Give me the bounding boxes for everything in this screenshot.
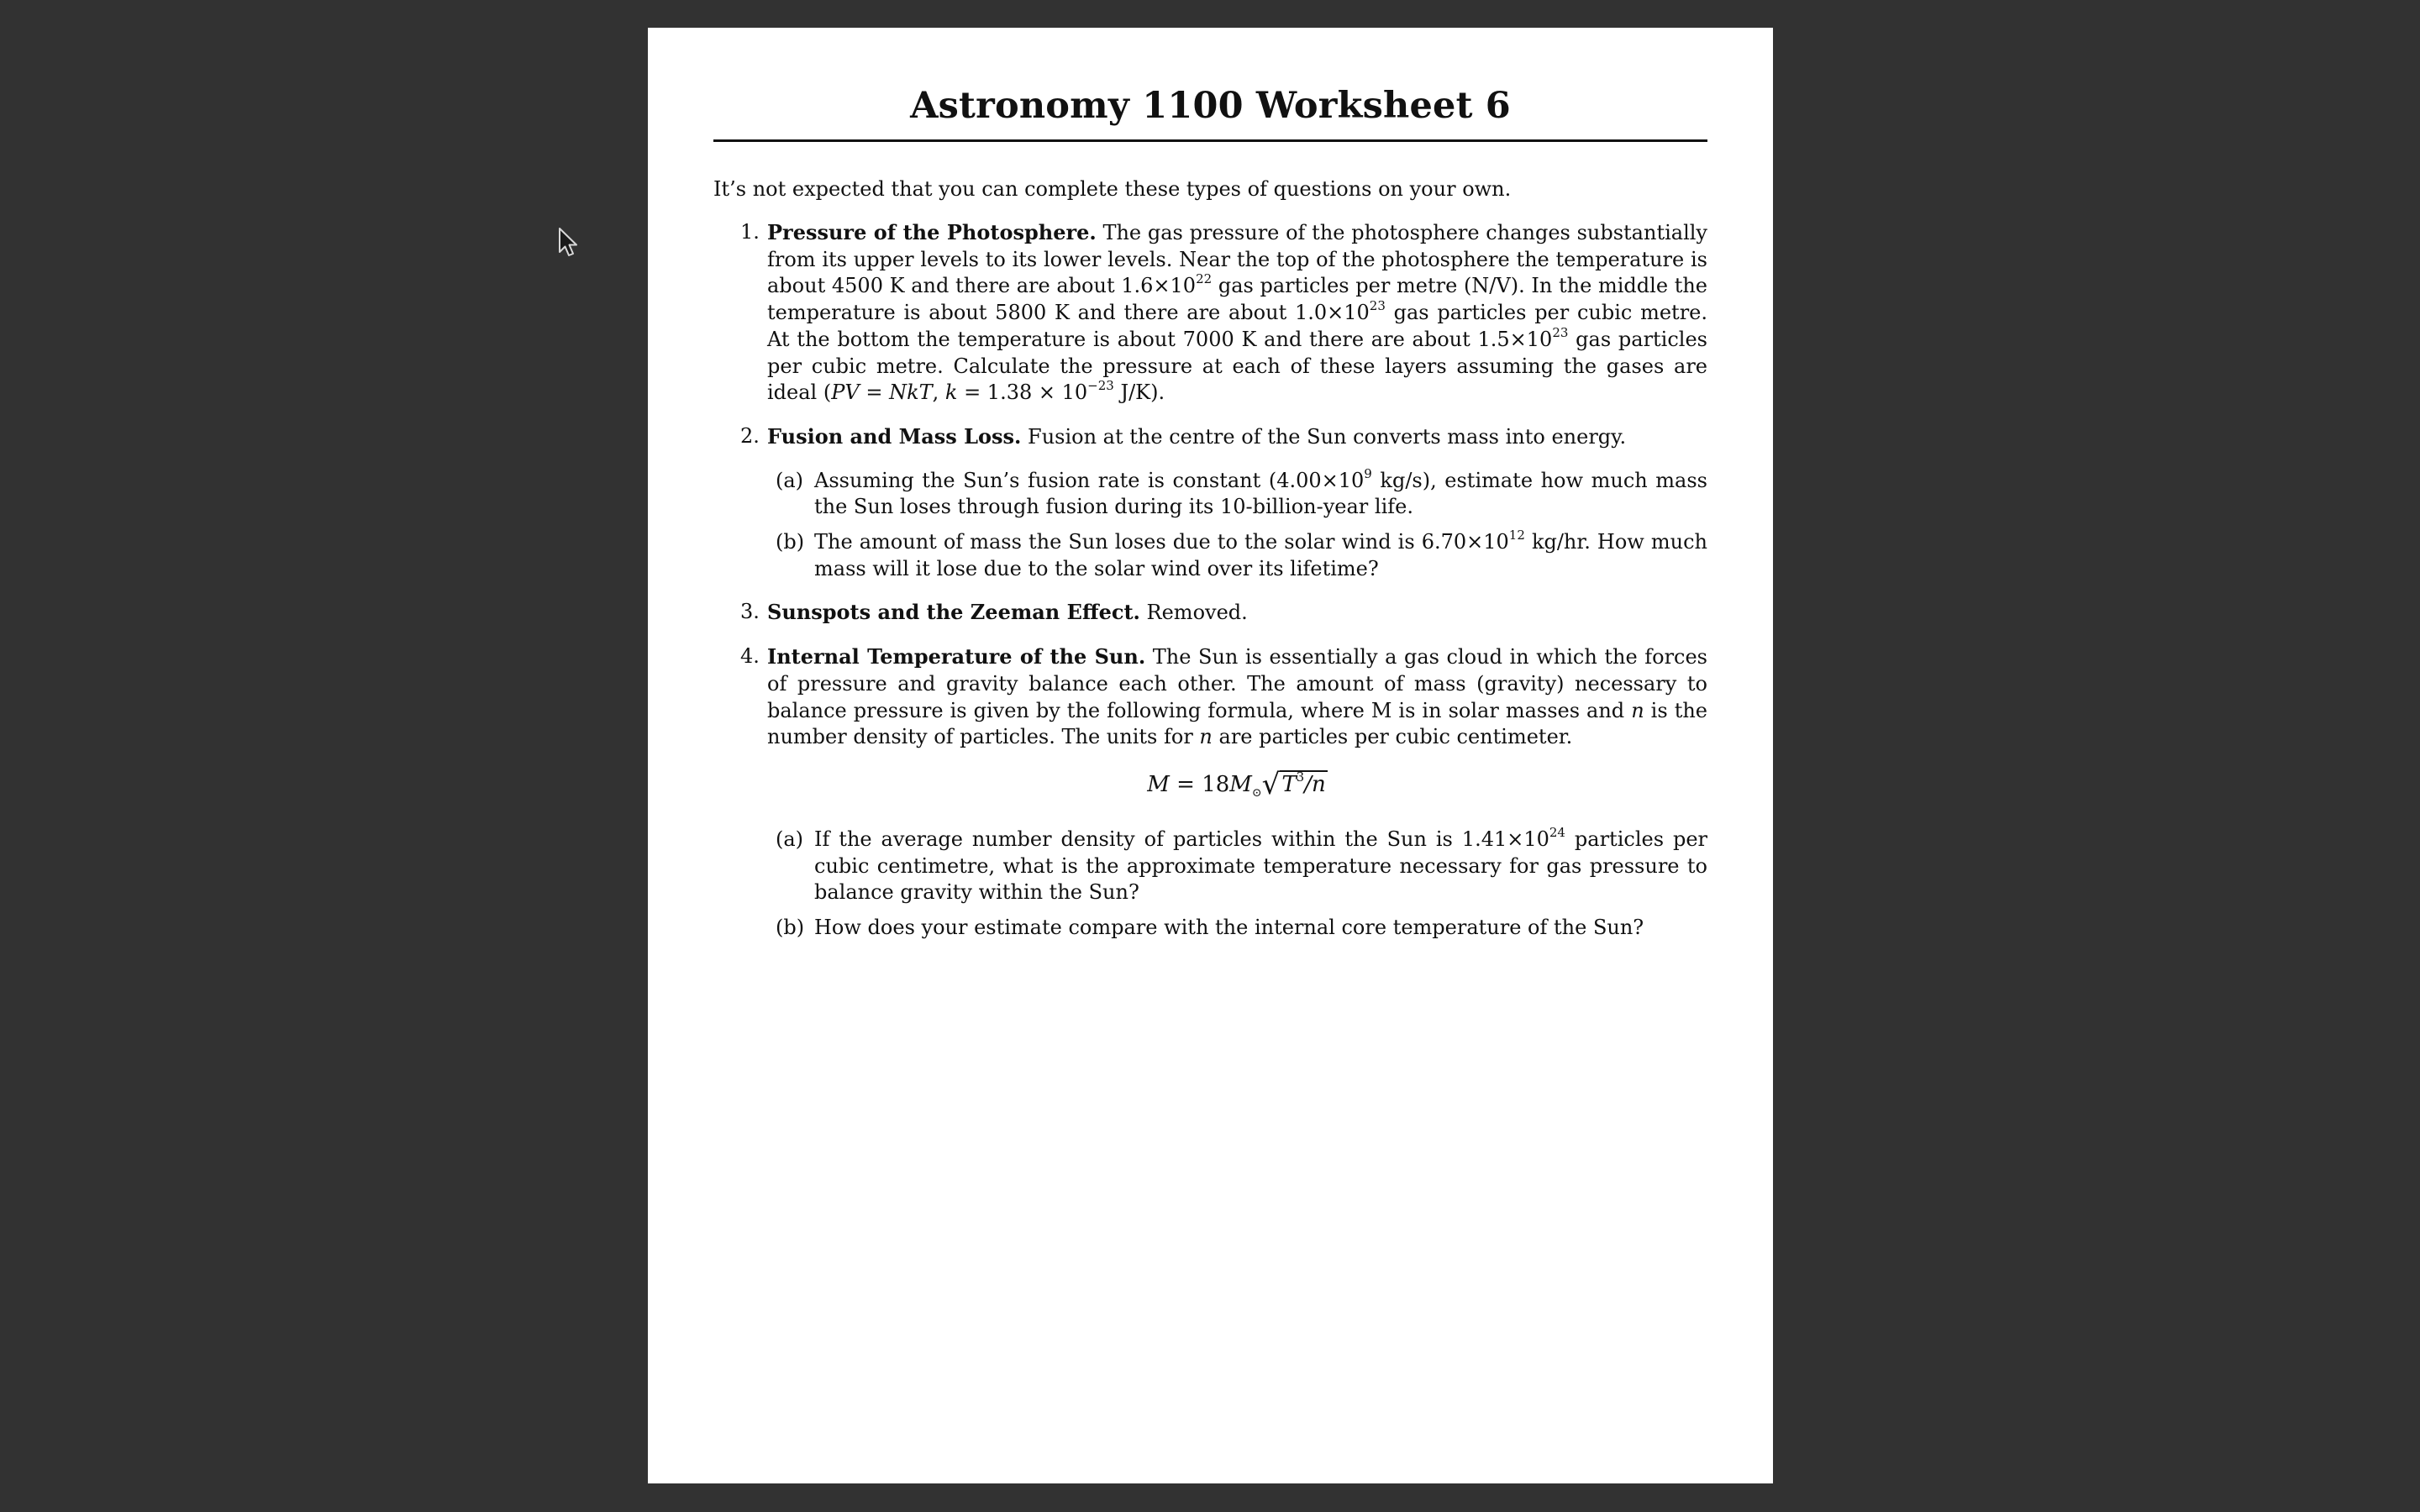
question-text: Fusion at the centre of the Sun converts mass into energy. <box>1021 424 1627 449</box>
question-text: is the number density of particles. The units for <box>767 698 1707 749</box>
variable-n: n <box>1631 698 1644 722</box>
question-text: are particles per cubic centimeter. <box>1212 725 1573 749</box>
exponent: 12 <box>1508 528 1525 543</box>
exponent: 23 <box>1552 324 1569 340</box>
subquestion-label: (a) <box>776 827 804 851</box>
title-rule <box>713 139 1707 142</box>
question-4a <box>713 824 1707 906</box>
square-root <box>1262 768 1328 801</box>
subquestion-label: (b) <box>776 916 805 940</box>
question-text: = 1.38 × 10 <box>957 381 1088 405</box>
question-text: J/K). <box>1113 381 1165 405</box>
question-3 <box>713 599 1707 627</box>
radicand <box>1280 770 1327 797</box>
mouse-cursor-icon <box>558 227 580 259</box>
question-text: gas particles per metre (N/V). In the middle the temperature is about 5800 K and there are about 1.0×10 <box>767 274 1707 325</box>
boltzmann-symbol: k <box>944 381 958 405</box>
question-4 <box>713 643 1707 751</box>
question-text: The gas pressure of the photosphere changes substantially from its upper levels to its lower levels. Near the top of the photosphere the temperature is about 4500 K and there are about 1.6×10 <box>767 221 1707 298</box>
question-title: Sunspots and the Zeeman Effect. <box>767 600 1140 625</box>
page-title: Astronomy 1100 Worksheet 6 <box>910 85 1511 127</box>
question-number: 2. <box>740 423 760 448</box>
subquestion-text: particles per cubic centimetre, what is the approximate temperature necessary for gas pressure to balance gravity within the Sun? <box>814 827 1707 905</box>
question-title: Fusion and Mass Loss. <box>767 423 1022 449</box>
question-2b <box>713 529 1707 582</box>
question-text: , <box>932 381 945 405</box>
subquestion-label: (a) <box>776 468 804 492</box>
exponent: −23 <box>1087 378 1114 394</box>
subquestion-text: If the average number density of particles within the Sun is 1.41×10 <box>814 827 1549 851</box>
question-text: The Sun is essentially a gas cloud in which the forces of pressure and gravity balance each other. The amount of mass (gravity) necessary to balance pressure is given by the following formula, where M is in solar masses and <box>767 645 1707 722</box>
subquestion-text: kg/s), estimate how much mass the Sun loses through fusion during its 10-billion-year life. <box>814 468 1707 519</box>
exponent: 24 <box>1549 824 1565 840</box>
page-content <box>713 85 1708 942</box>
radicand-t: T <box>1281 771 1297 797</box>
subquestion-label: (b) <box>776 530 805 554</box>
variable-n: n <box>1199 725 1213 749</box>
formula-equals: = 18 <box>1169 771 1230 797</box>
exponent: 3 <box>1296 769 1305 785</box>
exponent: 23 <box>1369 298 1386 314</box>
question-title: Internal Temperature of the Sun. <box>767 644 1146 669</box>
subquestion-text: Assuming the Sun’s fusion rate is constant (4.00×10 <box>814 468 1365 492</box>
question-2a <box>713 465 1707 521</box>
question-1 <box>713 219 1707 407</box>
sun-symbol: ⊙ <box>1251 785 1262 800</box>
document-page <box>648 28 1773 1483</box>
question-4b <box>713 915 1707 942</box>
question-number: 4. <box>740 644 760 669</box>
question-number: 1. <box>740 220 760 244</box>
question-number: 3. <box>740 600 760 624</box>
radicand-rest: /n <box>1304 771 1326 797</box>
question-text: gas particles per cubic metre. At the bottom the temperature is about 7000 K and there are about 1.5×10 <box>767 301 1708 351</box>
exponent: 9 <box>1364 465 1372 481</box>
subquestion-text: kg/hr. How much mass will it lose due to the solar wind over its lifetime? <box>814 530 1707 580</box>
subquestion-text: The amount of mass the Sun loses due to the solar wind is 6.70×10 <box>814 530 1509 554</box>
question-title: Pressure of the Photosphere. <box>767 220 1097 244</box>
sqrt-sign-icon: √ <box>1261 767 1281 801</box>
formula-lhs: M <box>1147 771 1170 797</box>
question-2 <box>713 423 1707 451</box>
exponent: 22 <box>1196 271 1213 287</box>
ideal-gas-law: PV = NkT <box>831 381 933 405</box>
mass-formula <box>767 768 1707 810</box>
subquestion-text: How does your estimate compare with the internal core temperature of the Sun? <box>814 916 1644 940</box>
question-text: gas particles per cubic metre. Calculate the pressure at each of these layers assuming the gases are ideal ( <box>767 327 1707 405</box>
question-text: Removed. <box>1139 601 1248 625</box>
formula-solar-mass: M <box>1229 771 1252 797</box>
intro-text: It’s not expected that you can complete these types of questions on your own. <box>713 177 1512 201</box>
